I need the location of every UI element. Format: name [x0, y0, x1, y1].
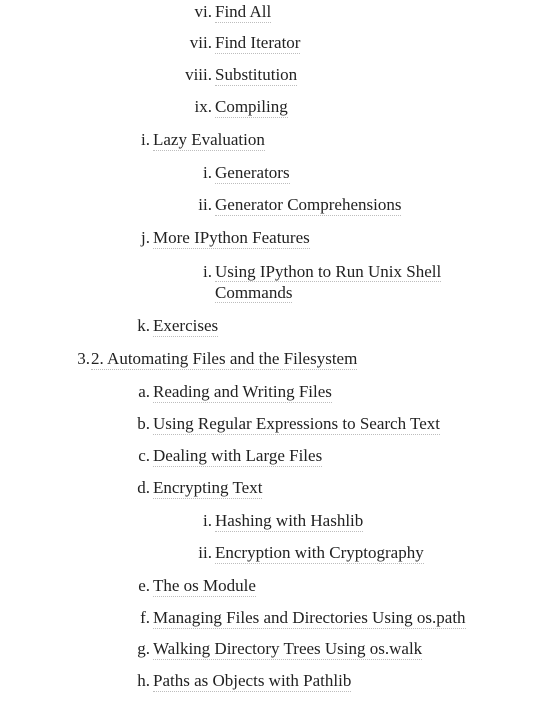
list-marker: b. — [137, 414, 150, 433]
toc-link-walking-directory-trees-using-os-walk[interactable]: Walking Directory Trees Using os.walk — [153, 639, 423, 658]
list-marker: i. — [141, 130, 150, 149]
list-marker: g. — [137, 639, 150, 658]
list-marker: 3. — [77, 349, 90, 368]
list-marker: a. — [138, 382, 150, 401]
toc-link-substitution[interactable]: Substitution — [215, 65, 298, 84]
list-marker: j. — [141, 228, 150, 247]
toc-link-encrypting-text[interactable]: Encrypting Text — [153, 478, 263, 497]
list-marker: vii. — [189, 33, 212, 52]
list-marker: k. — [137, 316, 150, 335]
list-marker: ii. — [198, 543, 212, 562]
toc-link-generator-comprehensions[interactable]: Generator Comprehensions — [215, 195, 402, 214]
toc-link-automating-files-and-the-filesystem[interactable]: 2. Automating Files and the Filesystem — [91, 349, 358, 368]
toc-link-using-regular-expressions-to-search-text[interactable]: Using Regular Expressions to Search Text — [153, 414, 440, 433]
toc-link-dealing-with-large-files[interactable]: Dealing with Large Files — [153, 446, 323, 465]
toc-link-exercises[interactable]: Exercises — [153, 316, 219, 335]
toc-link-managing-files-and-directories-using-os-path[interactable]: Managing Files and Directories Using os.path — [153, 608, 466, 627]
list-marker: vi. — [194, 2, 212, 21]
list-marker: i. — [203, 163, 212, 182]
toc-link-label-line-1: Using IPython to Run Unix Shell — [215, 262, 442, 281]
list-marker: f. — [140, 608, 150, 627]
list-marker: ix. — [194, 97, 212, 116]
list-marker: i. — [203, 262, 212, 281]
toc-link-more-ipython-features[interactable]: More IPython Features — [153, 228, 310, 247]
toc-link-reading-and-writing-files[interactable]: Reading and Writing Files — [153, 382, 332, 401]
list-marker: viii. — [185, 65, 212, 84]
list-marker: ii. — [198, 195, 212, 214]
toc-link-find-all[interactable]: Find All — [215, 2, 272, 21]
toc-link-generators[interactable]: Generators — [215, 163, 290, 182]
toc-link-compiling[interactable]: Compiling — [215, 97, 288, 116]
list-marker: d. — [137, 478, 150, 497]
toc-link-paths-as-objects-with-pathlib[interactable]: Paths as Objects with Pathlib — [153, 671, 352, 690]
toc-link-label-line-2: Commands — [215, 283, 293, 302]
list-marker: c. — [138, 446, 150, 465]
toc-link-encryption-with-cryptography[interactable]: Encryption with Cryptography — [215, 543, 424, 562]
toc-link-using-ipython-to-run-unix-shell-commands[interactable] — [215, 261, 441, 303]
list-marker: h. — [137, 671, 150, 690]
toc-link-lazy-evaluation[interactable]: Lazy Evaluation — [153, 130, 265, 149]
toc-link-find-iterator[interactable]: Find Iterator — [215, 33, 301, 52]
list-marker: e. — [138, 576, 150, 595]
toc-link-the-os-module[interactable]: The os Module — [153, 576, 256, 595]
list-marker: i. — [203, 511, 212, 530]
toc-link-hashing-with-hashlib[interactable]: Hashing with Hashlib — [215, 511, 364, 530]
